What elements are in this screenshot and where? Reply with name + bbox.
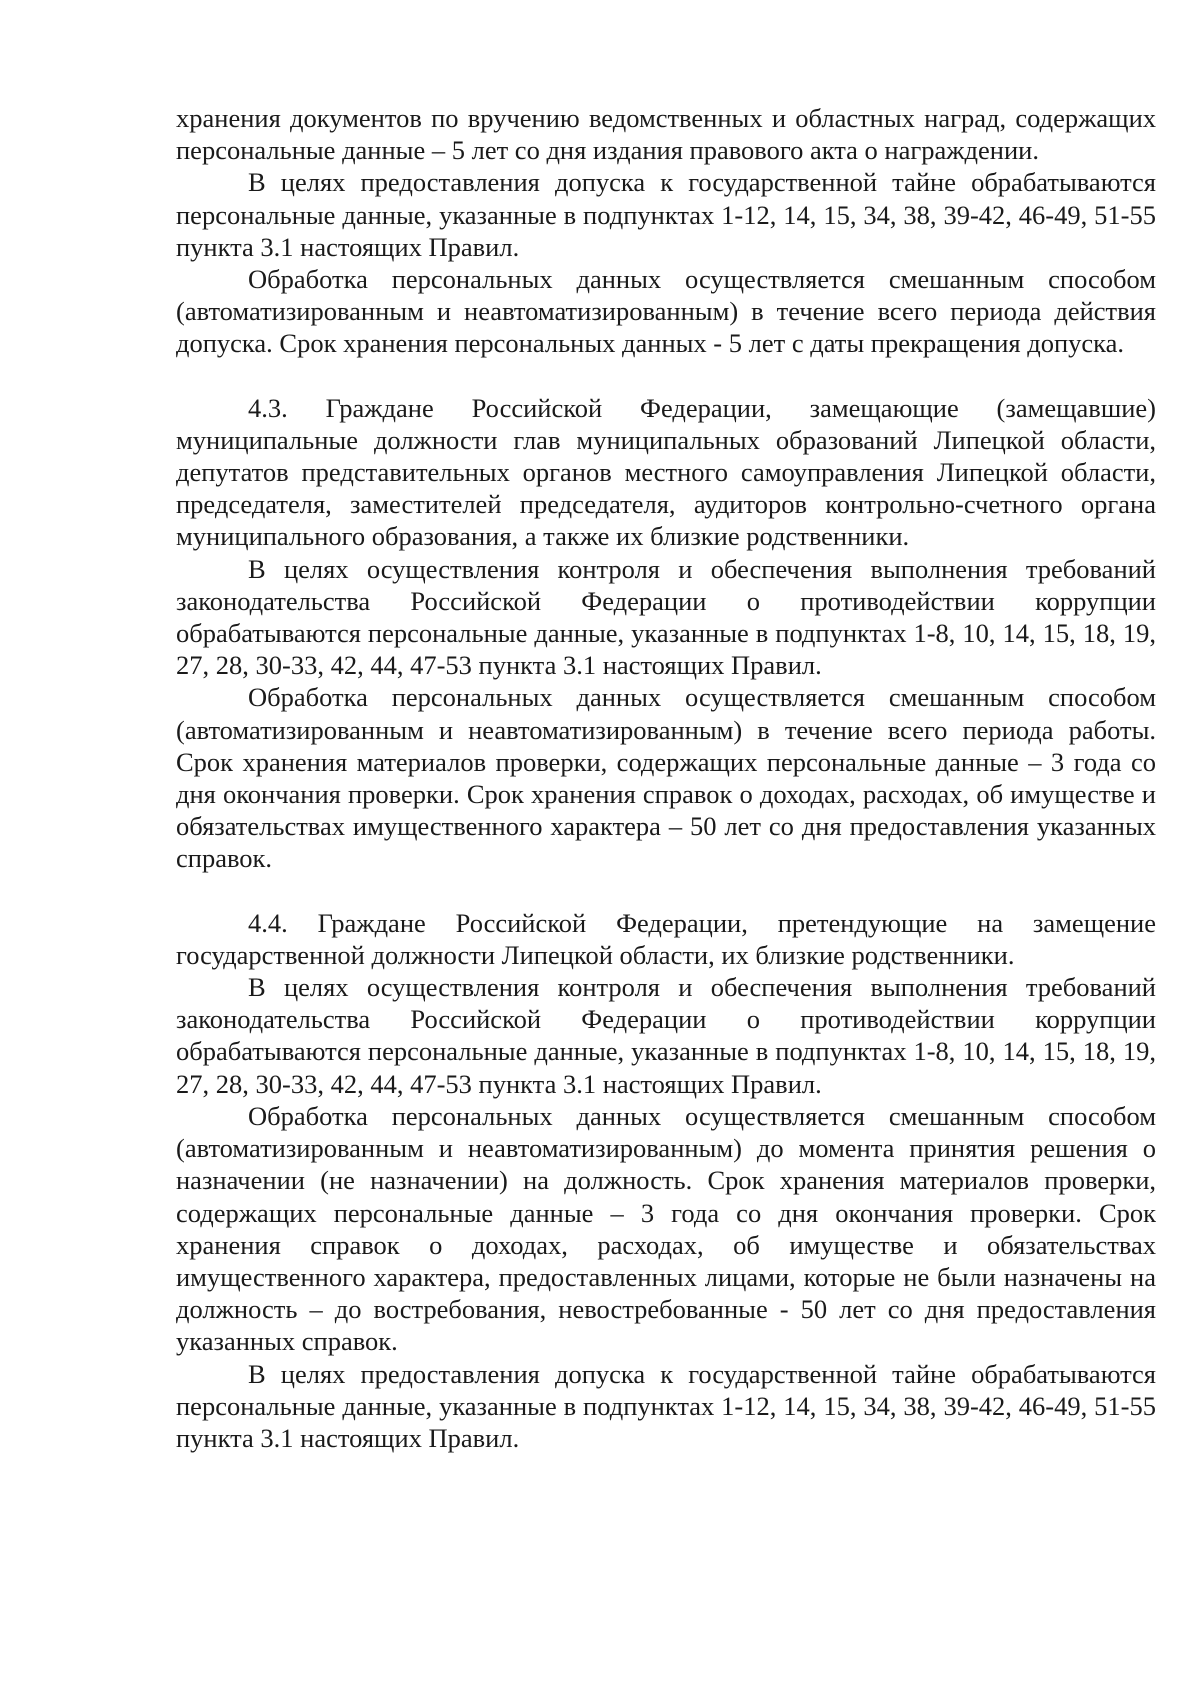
document-page: [176, 102, 1156, 1454]
paragraph-4-4-anticorruption-purpose: В целях осуществления контроля и обеспечения выполнения требований законодательства Российской Федерации о противодействии коррупции обрабатываются персональные данные, указанные в подпунктах 1-8, 10, 14, 15, 18, 19, 27, 28, 30-33, 42, 44, 47-53 пункта 3.1 настоящих Правил.: [176, 972, 1156, 1099]
section-spacer: [176, 360, 1156, 392]
section-spacer: [176, 875, 1156, 907]
paragraph-section-4-4-heading: 4.4. Граждане Российской Федерации, претендующие на замещение государственной должности Липецкой области, их близкие родственники.: [176, 907, 1156, 970]
paragraph-secrecy-access-purpose: В целях предоставления допуска к государственной тайне обрабатываются персональные данные, указанные в подпунктах 1-12, 14, 15, 34, 38, 39-42, 46-49, 51-55 пункта 3.1 настоящих Правил.: [176, 167, 1156, 262]
paragraph-section-4-3-heading: 4.3. Граждане Российской Федерации, замещающие (замещавшие) муниципальные должности глав муниципальных образований Липецкой области, депутатов представительных органов местного самоуправления Липецкой области, председателя, заместителей председателя, аудиторов контрольно-счетного органа муниципального образования, а также их близкие родственники.: [176, 392, 1156, 552]
paragraph-4-4-secrecy-access: В целях предоставления допуска к государственной тайне обрабатываются персональные данные, указанные в подпунктах 1-12, 14, 15, 34, 38, 39-42, 46-49, 51-55 пункта 3.1 настоящих Правил.: [176, 1358, 1156, 1453]
paragraph-4-3-processing: Обработка персональных данных осуществляется смешанным способом (автоматизированным и неавтоматизированным) в течение всего периода работы. Срок хранения материалов проверки, содержащих персональные данные – 3 года со дня окончания проверки. Срок хранения справок о доходах, расходах, об имуществе и обязательствах имущественного характера – 50 лет со дня предоставления указанных справок.: [176, 682, 1156, 874]
paragraph-4-3-anticorruption-purpose: В целях осуществления контроля и обеспечения выполнения требований законодательства Российской Федерации о противодействии коррупции обрабатываются персональные данные, указанные в подпунктах 1-8, 10, 14, 15, 18, 19, 27, 28, 30-33, 42, 44, 47-53 пункта 3.1 настоящих Правил.: [176, 553, 1156, 681]
paragraph-awards-retention: хранения документов по вручению ведомственных и областных наград, содержащих персональные данные – 5 лет со дня издания правового акта о награждении.: [176, 103, 1156, 166]
paragraph-4-4-processing: Обработка персональных данных осуществляется смешанным способом (автоматизированным и неавтоматизированным) до момента принятия решения о назначении (не назначении) на должность. Срок хранения материалов проверки, содержащих персональные данные – 3 года со дня окончания проверки. Срок хранения справок о доходах, расходах, об имуществе и обязательствах имущественного характера, предоставленных лицами, которые не были назначены на должность – до востребования, невостребованные - 50 лет со дня предоставления указанных справок.: [176, 1100, 1156, 1357]
paragraph-secrecy-processing: Обработка персональных данных осуществляется смешанным способом (автоматизированным и неавтоматизированным) в течение всего периода действия допуска. Срок хранения персональных данных - 5 лет с даты прекращения допуска.: [176, 264, 1156, 359]
